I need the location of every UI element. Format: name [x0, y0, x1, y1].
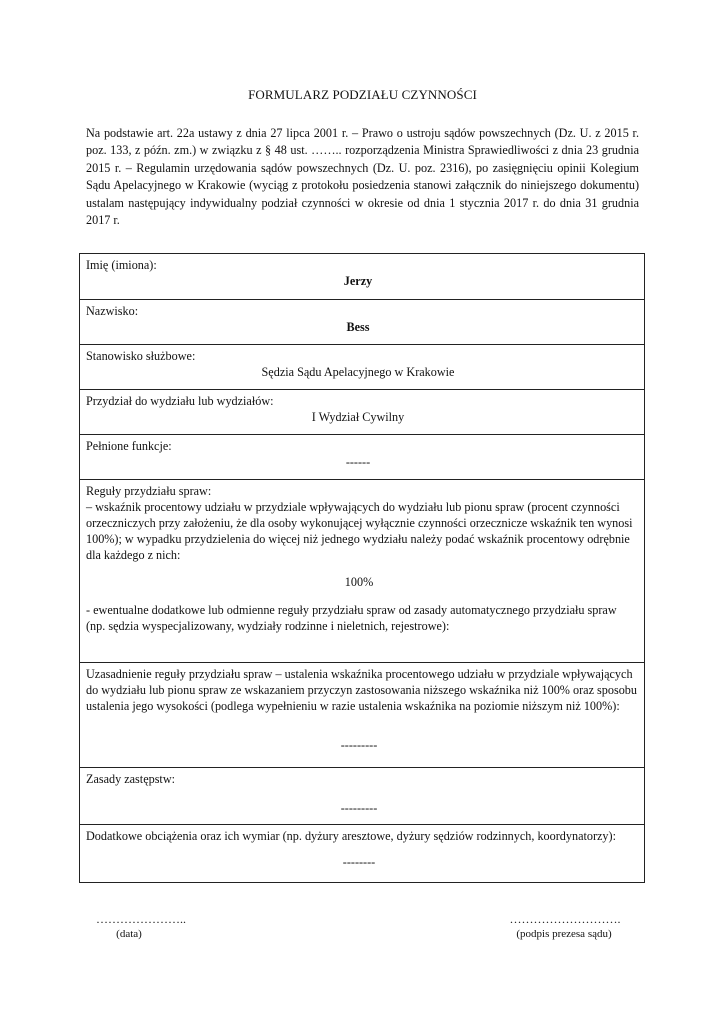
row-additional-duties	[80, 824, 644, 882]
row-surname	[80, 299, 644, 344]
president-signature-label: (podpis prezesa sądu)	[516, 928, 612, 940]
position-value: Sędzia Sądu Apelacyjnego w Krakowie	[261, 365, 455, 379]
first-name-label: Imię (imiona):	[86, 258, 157, 272]
row-position	[80, 344, 644, 389]
document-title: FORMULARZ PODZIAŁU CZYNNOŚCI	[248, 87, 477, 102]
allocation-rules-additional-text: - ewentualne dodatkowe lub odmienne reguły przydziału spraw od zasady automatycznego przydziału spraw (np. sędzia wyspecjalizowany, wydziały rodzinne i nieletnich, rejestrowe):	[86, 603, 617, 633]
row-functions	[80, 434, 644, 479]
president-signature-line: ……………………….	[509, 912, 621, 926]
allocation-rules-label: Reguły przydziału spraw:	[86, 484, 212, 498]
position-label: Stanowisko służbowe:	[86, 349, 196, 363]
substitution-rules-label: Zasady zastępstw:	[86, 772, 176, 786]
first-name-value: Jerzy	[343, 274, 373, 288]
allocation-rules-percentage-value: 100%	[344, 575, 374, 589]
assignment-form-table	[79, 253, 645, 883]
row-department	[80, 389, 644, 434]
additional-duties-label: Dodatkowe obciążenia oraz ich wymiar (np. dyżury aresztowe, dyżury sędziów rodzinnych, koordynatorzy):	[86, 829, 616, 843]
row-justification	[80, 662, 644, 767]
intro-paragraph: Na podstawie art. 22a ustawy z dnia 27 lipca 2001 r. – Prawo o ustroju sądów powszechnych (Dz. U. z 2015 r. poz. 133, z późn. zm.) w związku z § 48 ust. …….. rozporządzenia Ministra Sprawiedliwości z dnia 23 grudnia 2015 r. – Regulamin urzędowania sądów powszechnych (Dz. U. poz. 2316), po zasięgnięciu opinii Kolegium Sądu Apelacyjnego w Krakowie (wyciąg z protokołu posiedzenia stanowi załącznik do niniejszego dokumentu) ustalam następujący indywidualny podział czynności w okresie od dnia 1 stycznia 2017 r. do dnia 31 grudnia 2017 r.	[86, 126, 639, 228]
allocation-rules-percentage-text: – wskaźnik procentowy udziału w przydziale wpływających do wydziału lub pionu spraw (procent czynności orzeczniczych przy założeniu, że dla osoby wykonującej wyłącznie czynności orzecznicze wskaźnik ten wynosi 100%); w wypadku przydzielenia do więcej niż jednego wydziału należy podać wskaźnik procentowy odrębnie dla każdego z nich:	[86, 500, 633, 562]
functions-value: ------	[345, 455, 371, 469]
row-allocation-rules	[80, 479, 644, 662]
row-first-name	[80, 254, 644, 299]
department-value: I Wydział Cywilny	[311, 410, 405, 424]
department-label: Przydział do wydziału lub wydziałów:	[86, 394, 274, 408]
row-substitution-rules	[80, 767, 644, 824]
surname-label: Nazwisko:	[86, 304, 139, 318]
surname-value: Bess	[346, 320, 370, 334]
date-signature-line: …………………..	[96, 912, 186, 926]
date-signature-label: (data)	[116, 928, 142, 940]
substitution-rules-value: ---------	[340, 801, 378, 815]
justification-label: Uzasadnienie reguły przydziału spraw – ustalenia wskaźnika procentowego udziału w przydziale wpływających do wydziału lub pionu spraw ze wskazaniem przyczyn zastosowania niższego wskaźnika niż 100% oraz sposobu ustalenia jego wysokości (podlega wypełnieniu w razie ustalenia wskaźnika na poziomie niższym niż 100%):	[86, 667, 637, 713]
justification-value: ---------	[340, 738, 378, 752]
functions-label: Pełnione funkcje:	[86, 439, 172, 453]
additional-duties-value: --------	[342, 855, 376, 869]
